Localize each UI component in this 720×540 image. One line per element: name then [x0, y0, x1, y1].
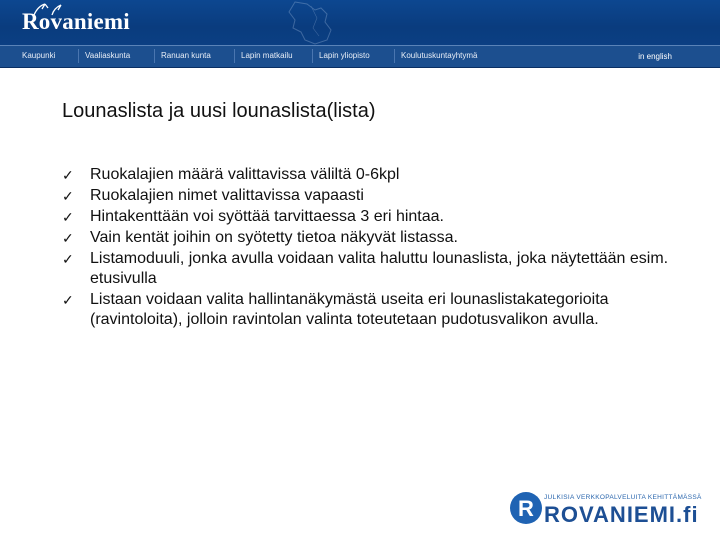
checkmark-icon: ✓: [62, 188, 74, 204]
nav-item-kaupunki[interactable]: Kaupunki: [22, 51, 56, 60]
logo-brand-text: ROVANIEMI.fi: [544, 502, 699, 527]
checkmark-icon: ✓: [62, 230, 74, 246]
bullet-list: [62, 165, 682, 331]
nav-item-koulutuskuntayhtyma[interactable]: Koulutuskuntayhtymä: [394, 49, 478, 63]
site-header: [0, 0, 720, 45]
list-item: [62, 249, 682, 289]
bullet-text: Ruokalajien määrä valittavissa väliltä 0-6kpl: [90, 166, 400, 183]
checkmark-icon: ✓: [62, 251, 74, 267]
list-item: [62, 165, 682, 185]
site-logo[interactable]: Rovaniemi: [22, 9, 130, 34]
bullet-text: Vain kentät joihin on syötetty tietoa näkyvät listassa.: [90, 229, 458, 246]
checkmark-icon: ✓: [62, 209, 74, 225]
list-item: [62, 186, 682, 206]
rovaniemi-fi-logo: [510, 492, 710, 528]
bullet-text: Hintakenttään voi syöttää tarvittaessa 3 eri hintaa.: [90, 208, 444, 225]
checkmark-icon: ✓: [62, 167, 74, 183]
finland-map-icon: [255, 0, 365, 45]
nav-item-ranuan-kunta[interactable]: Ranuan kunta: [154, 49, 211, 63]
badge-letter: R: [518, 496, 534, 521]
list-item: [62, 228, 682, 248]
bullet-text: Listaan voidaan valita hallintanäkymästä useita eri lounaslistakategorioita (ravintoloita), jolloin ravintolan valinta toteutetaan pudotusvalikon avulla.: [90, 291, 609, 328]
rovaniemi-badge-icon: [510, 492, 542, 524]
bullet-text: Listamoduuli, jonka avulla voidaan valita haluttu lounaslista, joka näytettään esim. etusivulla: [90, 250, 669, 287]
logo-tagline: JULKISIA VERKKOPALVELUITA KEHITTÄMÄSSÄ: [544, 494, 702, 501]
slide-title: Lounaslista ja uusi lounaslista(lista): [62, 100, 376, 122]
nav-item-vaaliaskunta[interactable]: Vaaliaskunta: [78, 49, 130, 63]
list-item: [62, 290, 682, 330]
nav-item-lapin-yliopisto[interactable]: Lapin yliopisto: [312, 49, 370, 63]
top-navigation: [0, 45, 720, 68]
bullet-text: Ruokalajien nimet valittavissa vapaasti: [90, 187, 364, 204]
nav-item-lapin-matkailu[interactable]: Lapin matkailu: [234, 49, 293, 63]
list-item: [62, 207, 682, 227]
language-link-english[interactable]: in english: [638, 52, 672, 61]
checkmark-icon: ✓: [62, 292, 74, 308]
